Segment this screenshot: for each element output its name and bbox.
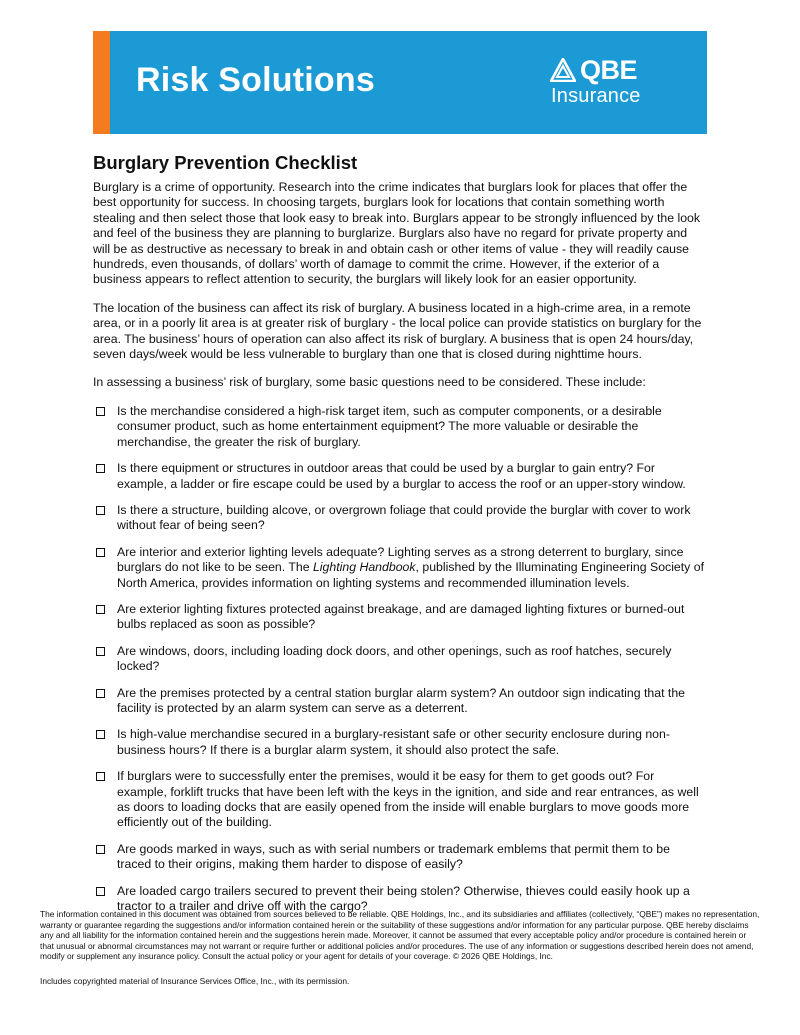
header-banner [93,31,707,134]
footer [40,909,760,1001]
checklist-item: Are windows, doors, including loading dock doors, and other openings, such as roof hatches, securely locked? [93,644,707,675]
logo-brand: QBE [580,55,638,85]
checkbox-icon [96,689,105,698]
checkbox-icon [96,772,105,781]
checklist-item: Are interior and exterior lighting levels adequate? Lighting serves as a strong deterrent to burglary, since burglars do not like to be seen. The Lighting Handbook, published by the Illuminating Engineering Society of North America, provides information on lighting systems and recommended illumination levels. [93,545,707,591]
qbe-logo-icon [550,58,576,82]
checkbox-icon [96,605,105,614]
checklist-item: Are exterior lighting fixtures protected against breakage, and are damaged lighting fixtures or burned-out bulbs replaced as soon as possible? [93,602,707,633]
intro-paragraph: Burglary is a crime of opportunity. Research into the crime indicates that burglars look for places that offer the best opportunity for success. In choosing targets, burglars look for locations that contain something worth stealing and then select those that look easy to break into. Burglars appear to be strongly influenced by the look and feel of the business they are planning to burglarize. Burglars also have no regard for private property and will be as destructive as necessary to break in and obtain cash or other items of value - they will readily cause hundreds, even thousands, of dollars’ worth of damage to commit the crime. However, if the exterior of a business appears to reflect attention to security, the burglars will likely look for an easier opportunity. [93,180,701,287]
checklist-item: Are the premises protected by a central station burglar alarm system? An outdoor sign indicating that the facility is protected by an alarm system can serve as a deterrent. [93,686,707,717]
checkbox-icon [96,887,105,896]
checklist-item: Are goods marked in ways, such as with serial numbers or trademark emblems that permit them to be traced to their origins, making them harder to dispose of easily? [93,842,707,873]
checklist-item: Is there equipment or structures in outdoor areas that could be used by a burglar to gain entry? For example, a ladder or fire escape could be used by a burglar to access the roof or an upper-story window. [93,461,707,492]
checkbox-icon [96,845,105,854]
assessment-paragraph: In assessing a business’ risk of burglary, some basic questions need to be considered. These include: [93,375,646,390]
checklist-item: Is high-value merchandise secured in a burglary-resistant safe or other security enclosure during non-business hours? If there is a burglar alarm system, it should also protect the safe. [93,727,707,758]
checklist-item: Is there a structure, building alcove, or overgrown foliage that could provide the burglar with cover to work without fear of being seen? [93,503,707,534]
banner-title: Risk Solutions [136,61,375,99]
page-title: Burglary Prevention Checklist [93,152,358,173]
checkbox-icon [96,647,105,656]
checkbox-icon [96,464,105,473]
orange-stripe [93,31,110,134]
location-paragraph: The location of the business can affect its risk of burglary. A business located in a high-crime area, in a remote area, or in a poorly lit area is at greater risk of burglary - the local police can provide statistics on burglary for the area. The business’ hours of operation can also affect its risk of burglary. A business that is open 24 hours/day, seven days/week would be less vulnerable to burglary than one that is closed during nighttime hours. [93,300,702,362]
qbe-logo [550,55,670,114]
checkbox-icon [96,407,105,416]
checkbox-icon [96,730,105,739]
checkbox-icon [96,506,105,515]
checklist-item: Is the merchandise considered a high-risk target item, such as computer components, or a desirable consumer product, such as home entertainment equipment? The more valuable or desirable the merchandise, the greater the risk of burglary. [93,404,707,450]
document-body [93,152,707,925]
copyright-text: Includes copyrighted material of Insurance Services Office, Inc., with its permission. [40,975,350,986]
lighting-handbook-title: Lighting Handbook [312,560,416,575]
checklist-item: Are loaded cargo trailers secured to prevent their being stolen? Otherwise, thieves could easily hook up a tractor to a trailer and drive off with the cargo? [93,884,707,915]
checkbox-icon [96,548,105,557]
logo-subtitle: Insurance [551,85,641,107]
checklist-item: If burglars were to successfully enter the premises, would it be easy for them to get goods out? For example, forklift trucks that have been left with the keys in the ignition, and side and rear entrances, as well as doors to loading docks that are easily opened from the inside will enable burglars to move goods more efficiently out of the building. [93,769,707,831]
checklist [93,404,707,915]
disclaimer-text: The information contained in this document was obtained from sources believed to be reliable. QBE Holdings, Inc., and its subsidiaries and affiliates (collectively, “QBE”) makes no representation, warranty or guarantee regarding the suggestions and/or information contained herein or the suitability of these suggestions and/or information for any particular purpose. QBE hereby disclaims any and all liability for the information contained herein and the suggestions herein made. Moreover, it cannot be assumed that every acceptable policy and/or procedure is contained herein or that unusual or abnormal circumstances may not warrant or require further or additional policies and/or procedures. The use of any information or suggestions described herein does not amend, modify or supplement any insurance policy. Consult the actual policy or your agent for details of your coverage. © 2026 QBE Holdings, Inc. [40,909,760,962]
